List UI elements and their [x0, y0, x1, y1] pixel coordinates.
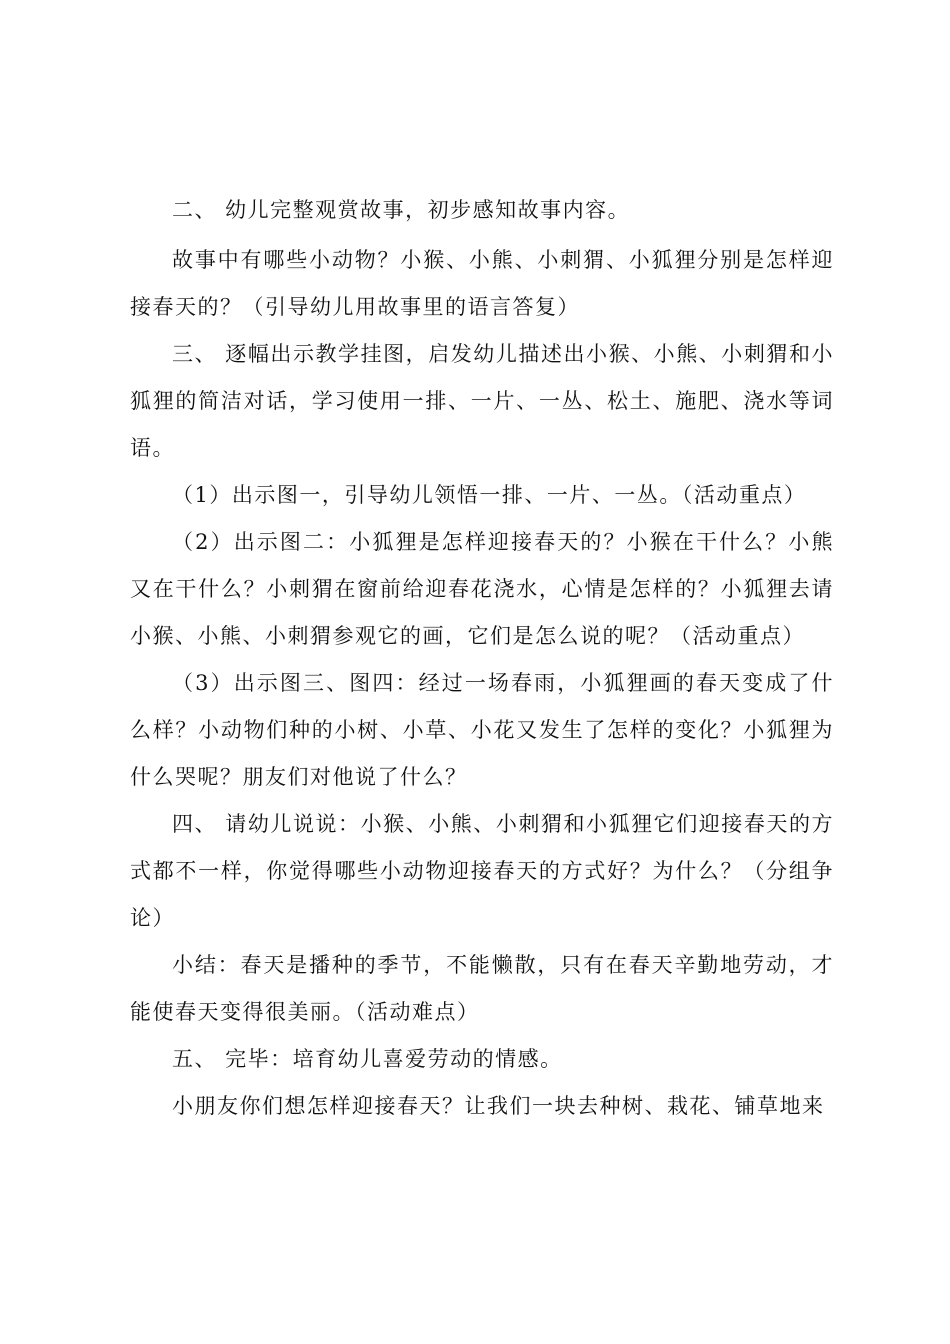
- paragraph: 故事中有哪些小动物？小猴、小熊、小刺猬、小狐狸分别是怎样迎接春天的？（引导幼儿用故事里的语言答复）: [130, 248, 834, 319]
- section-heading-2: 二、 幼儿完整观赏故事，初步感知故事内容。: [172, 198, 631, 222]
- section-heading-5: 五、 完毕：培育幼儿喜爱劳动的情感。: [172, 1047, 563, 1071]
- document-body: [130, 187, 834, 1130]
- summary-paragraph: 小结：春天是播种的季节，不能懒散，只有在春天辛勤地劳动，才能使春天变得很美丽。（活动难点）: [130, 953, 834, 1024]
- paragraph: 小朋友你们想怎样迎接春天？让我们一块去种树、栽花、铺草地来: [172, 1094, 825, 1118]
- list-item-3: （3）出示图三、图四：经过一场春雨，小狐狸画的春天变成了什么样？小动物们种的小树、小草、小花又发生了怎样的变化？小狐狸为什么哭呢？朋友们对他说了什么？: [130, 671, 834, 789]
- list-item-2: （2）出示图二：小狐狸是怎样迎接春天的？小猴在干什么？小熊又在干什么？小刺猬在窗前给迎春花浇水，心情是怎样的？小狐狸去请小猴、小熊、小刺猬参观它的画，它们是怎么说的呢？（活动重点）: [130, 530, 834, 648]
- list-item-1: （1）出示图一，引导幼儿领悟一排、一片、一丛。（活动重点）: [172, 483, 807, 507]
- section-heading-3: 三、 逐幅出示教学挂图，启发幼儿描述出小猴、小熊、小刺猬和小狐狸的简洁对话，学习使用一排、一片、一丛、松土、施肥、浇水等词语。: [130, 342, 834, 460]
- section-heading-4: 四、 请幼儿说说：小猴、小熊、小刺猬和小狐狸它们迎接春天的方式都不一样，你觉得哪些小动物迎接春天的方式好？为什么？（分组争论）: [130, 812, 834, 930]
